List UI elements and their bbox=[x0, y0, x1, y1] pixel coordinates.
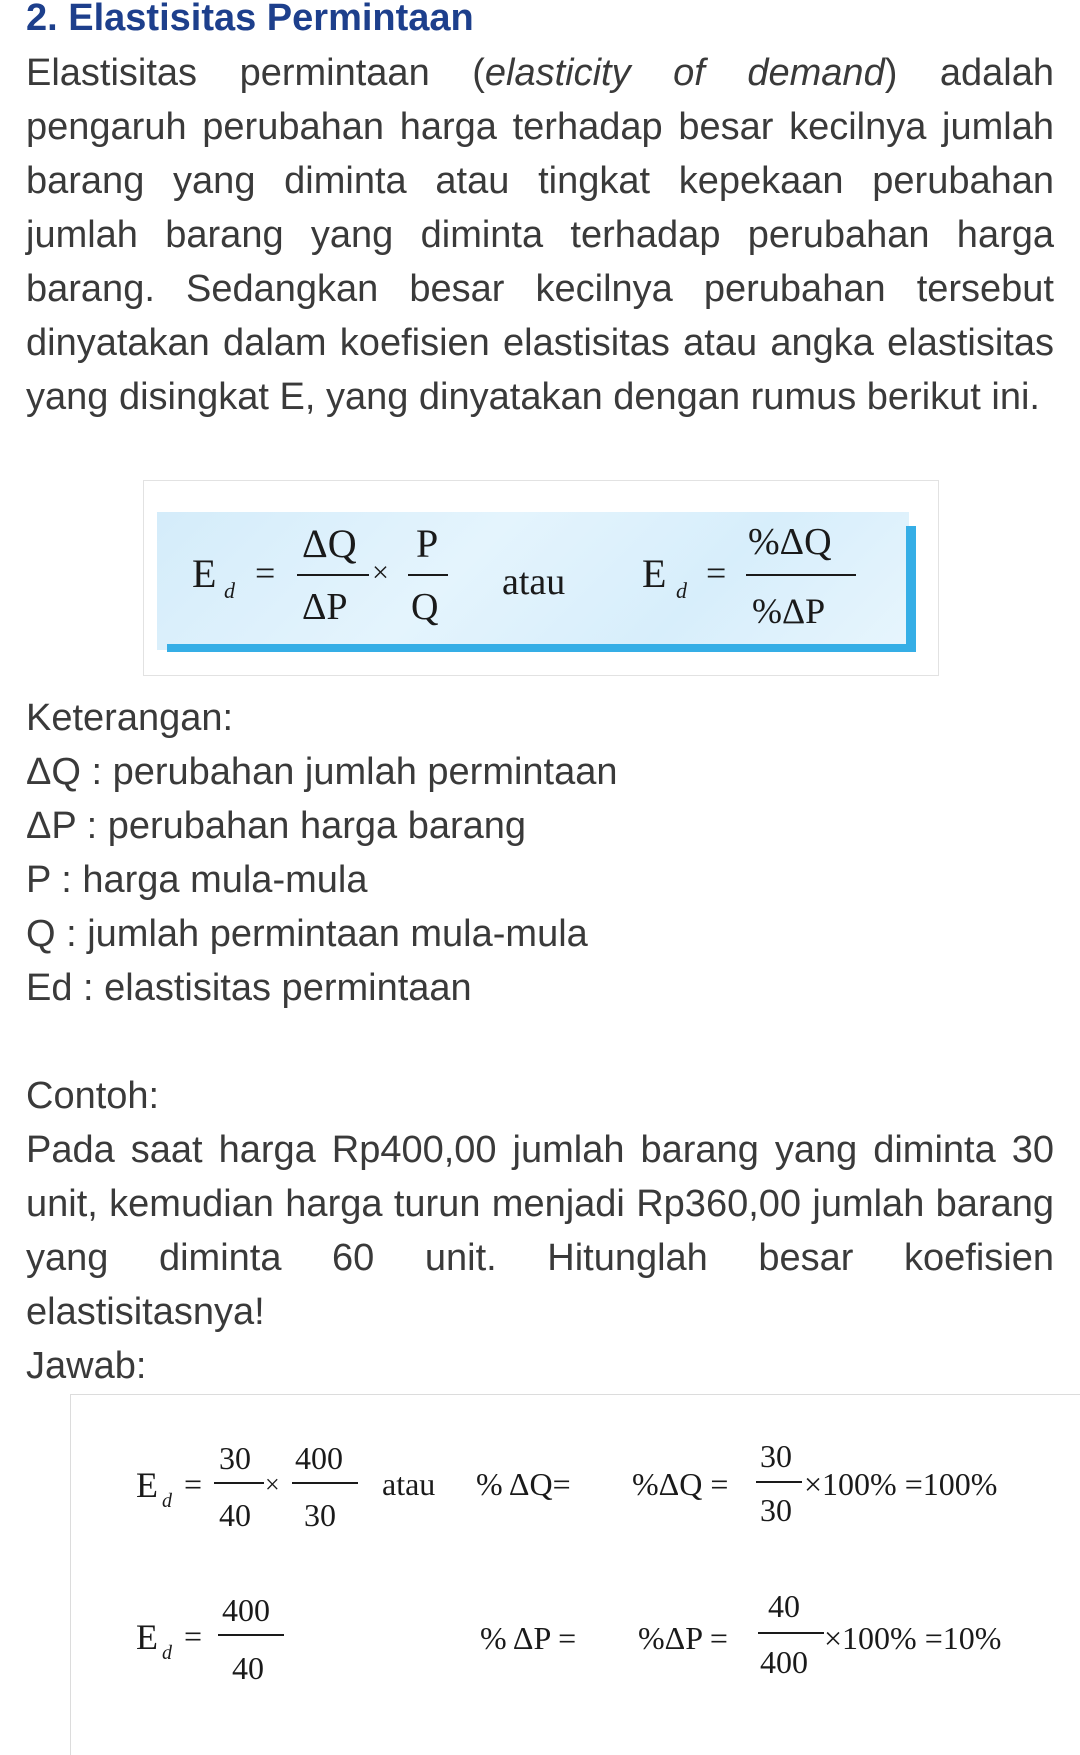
answer-r1-or: atau bbox=[382, 1466, 436, 1502]
answer-r1-pct-lhs: %ΔQ = bbox=[632, 1466, 729, 1502]
formula-f2-num: P bbox=[416, 521, 439, 566]
formula-f1-bar bbox=[297, 574, 369, 576]
answer-label: Jawab: bbox=[26, 1345, 147, 1387]
formula-f3-den: %ΔP bbox=[752, 591, 826, 631]
answer-r1-times: × bbox=[265, 1470, 280, 1499]
answer-r2-pct-label: % ΔP = bbox=[480, 1620, 577, 1656]
legend-item: Ed : elastisitas permintaan bbox=[26, 967, 472, 1009]
formula-f1-den: ΔP bbox=[302, 586, 348, 628]
formula-rhs-var: E bbox=[642, 551, 667, 596]
legend-item: ΔP : perubahan harga barang bbox=[26, 805, 527, 847]
legend-item: Q : jumlah permintaan mula-mula bbox=[26, 913, 588, 955]
formula-f2-bar bbox=[408, 574, 448, 576]
section-title: 2. Elastisitas Permintaan bbox=[26, 0, 474, 39]
intro-term: elasticity of demand bbox=[484, 52, 885, 94]
answer-r2-f-bar bbox=[218, 1634, 284, 1636]
example-problem: Pada saat harga Rp400,00 jumlah barang yang diminta 30 unit, kemudian harga turun menjadi Rp360,00 jumlah barang yang diminta 60 unit. Hitunglah besar koefisien elastisitasnya! bbox=[26, 1129, 1054, 1333]
formula-f3-num: %ΔQ bbox=[748, 521, 832, 563]
answer-r1-pct-bar bbox=[756, 1481, 802, 1483]
formula-lhs-sub: d bbox=[224, 578, 235, 603]
answer-r2-f-num: 400 bbox=[222, 1592, 270, 1628]
answer-r1-pct-label: % ΔQ= bbox=[476, 1466, 571, 1502]
answer-r2-pct-rhs: ×100% =10% bbox=[824, 1620, 1002, 1656]
intro-paragraph bbox=[26, 46, 1054, 424]
answer-r1-f2-num: 400 bbox=[295, 1440, 343, 1476]
answer-r2-eq: = bbox=[184, 1618, 203, 1654]
answer-r1-f1-num: 30 bbox=[219, 1440, 251, 1476]
answer-r1-eq: = bbox=[184, 1466, 203, 1502]
intro-text-after: ) adalah pengaruh perubahan harga terhadap besar kecilnya jumlah barang yang diminta atau tingkat kepekaan perubahan jumlah barang yang diminta terhadap perubahan harga barang. Sedangkan besar kecilnya perubahan tersebut dinyatakan dalam koefisien elastisitas atau angka elastisitas yang disingkat E, yang dinyatakan dengan rumus berikut ini. bbox=[26, 52, 1055, 418]
formula-rhs-sub: d bbox=[676, 578, 687, 603]
example-title: Contoh: bbox=[26, 1075, 160, 1117]
legend-item: ΔQ : perubahan jumlah permintaan bbox=[26, 751, 618, 793]
answer-r1-f2-den: 30 bbox=[304, 1497, 336, 1533]
formula-f3-bar bbox=[746, 574, 856, 576]
answer-r2-pct-den: 400 bbox=[760, 1644, 808, 1680]
answer-label-block bbox=[26, 1339, 1066, 1393]
formula-accent-right bbox=[906, 526, 916, 652]
formula-lhs-var: E bbox=[192, 551, 217, 596]
answer-r2-pct-lhs: %ΔP = bbox=[638, 1620, 728, 1656]
answer-r2-lhs-var: E bbox=[136, 1617, 158, 1657]
answer-r1-pct-rhs: ×100% =100% bbox=[804, 1466, 998, 1502]
legend-title: Keterangan: bbox=[26, 697, 234, 739]
answer-r1-pct-num: 30 bbox=[760, 1438, 792, 1474]
answer-r1-pct-den: 30 bbox=[760, 1492, 792, 1528]
answer-r1-lhs-sub: d bbox=[162, 1490, 172, 1512]
formula-accent-bottom bbox=[167, 644, 916, 652]
answer-r1-lhs-var: E bbox=[136, 1465, 158, 1505]
answer-r2-pct-bar bbox=[758, 1632, 824, 1634]
example-title-block bbox=[26, 1069, 1066, 1123]
formula-eq-1: = bbox=[255, 553, 276, 593]
answer-r1-f1-den: 40 bbox=[219, 1497, 251, 1533]
formula-times: × bbox=[372, 556, 389, 589]
answer-r2-f-den: 40 bbox=[232, 1650, 264, 1686]
formula-or: atau bbox=[502, 561, 566, 603]
intro-text-before: Elastisitas permintaan ( bbox=[26, 52, 485, 94]
answer-r2-lhs-sub: d bbox=[162, 1642, 172, 1664]
formula-f1-num: ΔQ bbox=[302, 521, 357, 566]
answer-r1-f1-bar bbox=[214, 1482, 264, 1484]
legend-block bbox=[26, 691, 1066, 1015]
answer-r1-f2-bar bbox=[292, 1482, 358, 1484]
formula-eq-2: = bbox=[706, 553, 727, 593]
answer-r2-pct-num: 40 bbox=[768, 1588, 800, 1624]
legend-item: P : harga mula-mula bbox=[26, 859, 368, 901]
formula-f2-den: Q bbox=[411, 586, 439, 628]
